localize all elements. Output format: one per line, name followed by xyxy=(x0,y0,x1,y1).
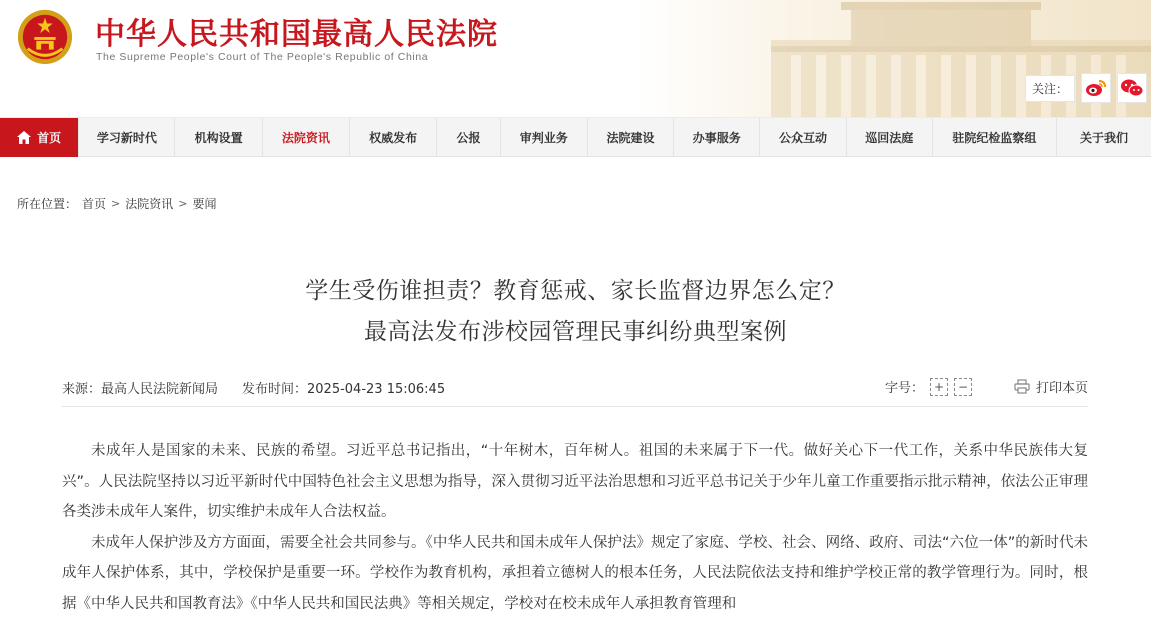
nav-item-court-building[interactable]: 法院建设 xyxy=(588,118,674,157)
breadcrumb-home[interactable]: 首页 xyxy=(82,197,107,211)
site-subtitle: The Supreme People's Court of The People's Republic of China xyxy=(96,51,429,63)
home-icon xyxy=(17,131,31,144)
nav-item-trial[interactable]: 审判业务 xyxy=(501,118,588,157)
wechat-icon[interactable] xyxy=(1117,73,1147,103)
font-decrease-button[interactable]: − xyxy=(954,378,972,396)
nav-item-interaction[interactable]: 公众互动 xyxy=(760,118,846,157)
breadcrumb-court-news[interactable]: 法院资讯 xyxy=(125,197,174,211)
weibo-icon[interactable] xyxy=(1081,73,1111,103)
article-title-line2: 最高法发布涉校园管理民事纠纷典型案例 xyxy=(364,319,787,345)
meta-divider xyxy=(62,406,1088,407)
font-increase-button[interactable]: + xyxy=(930,378,948,396)
main-nav xyxy=(0,117,1151,157)
nav-item-services[interactable]: 办事服务 xyxy=(674,118,760,157)
nav-item-home[interactable] xyxy=(0,118,79,157)
nav-item-about[interactable]: 关于我们 xyxy=(1079,131,1128,145)
nav-item-circuit[interactable]: 巡回法庭 xyxy=(847,118,933,157)
article-meta xyxy=(62,377,1088,399)
site-header xyxy=(0,0,1151,117)
follow-bar xyxy=(1025,72,1147,104)
breadcrumb-headlines[interactable]: 要闻 xyxy=(192,197,217,211)
article-published: 发布时间：2025-04-23 15:06:45 xyxy=(242,382,446,397)
nav-item-organization[interactable]: 机构设置 xyxy=(175,118,262,157)
nav-item-court-news[interactable]: 法院资讯 xyxy=(263,118,350,157)
font-size-label: 字号： xyxy=(884,381,924,396)
nav-item-study[interactable]: 学习新时代 xyxy=(79,118,175,157)
site-title[interactable]: 中华人民共和国最高人民法院 xyxy=(95,17,498,52)
article-paragraph: 未成年人是国家的未来、民族的希望。习近平总书记指出，“十年树木，百年树人。祖国的未来属于下一代。做好关心下一代工作，关系中华民族伟大复兴”。人民法院坚持以习近平新时代中国特色社会主义思想为指导，深入贯彻习近平法治思想和习近平总书记关于少年儿童工作重要指示批示精神，依法公正审理各类涉未成年人案件，切实维护未成年人合法权益。 xyxy=(62,443,1088,521)
nav-item-gazette[interactable]: 公报 xyxy=(437,118,500,157)
breadcrumb-separator: > xyxy=(178,197,188,210)
article-source: 来源：最高人民法院新闻局 xyxy=(62,382,219,397)
article-body xyxy=(62,436,1088,620)
breadcrumb-prefix: 所在位置： xyxy=(17,197,78,211)
breadcrumb-separator: > xyxy=(111,197,121,210)
nav-item-releases[interactable]: 权威发布 xyxy=(350,118,437,157)
follow-label: 关注： xyxy=(1025,75,1075,102)
print-button[interactable] xyxy=(1014,377,1088,396)
national-emblem-icon xyxy=(16,8,74,66)
article-paragraph: 未成年人保护涉及方方面面，需要全社会共同参与。《中华人民共和国未成年人保护法》规定了家庭、学校、社会、网络、政府、司法“六位一体”的新时代未成年人保护体系，其中，学校保护是重要一环。学校作为教育机构，承担着立德树人的根本任务，人民法院依法支持和维护学校正常的教学管理行为。同时，根据《中华人民共和国教育法》《中华人民共和国民法典》等相关规定，学校对在校未成年人承担教育管理和 xyxy=(62,534,1088,612)
nav-item-supervision[interactable]: 驻院纪检监察组 xyxy=(933,118,1057,157)
print-label: 打印本页 xyxy=(1035,381,1088,396)
nav-item-label: 首页 xyxy=(37,131,62,145)
article-title-line1: 学生受伤谁担责？教育惩戒、家长监督边界怎么定？ xyxy=(305,278,846,304)
breadcrumb xyxy=(17,195,217,212)
printer-icon xyxy=(1014,379,1030,394)
